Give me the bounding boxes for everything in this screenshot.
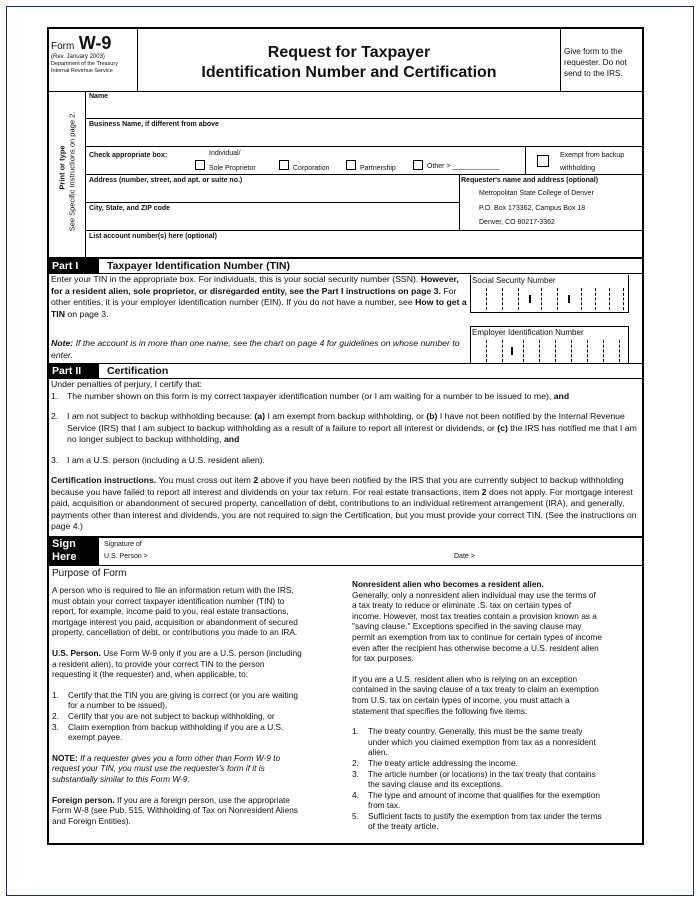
five-item-num-4: 4. [352, 789, 359, 800]
us-list-num-3: 3. [52, 721, 59, 732]
five-item-text-1: The treaty country. Generally, this must be the same treaty under which you claimed exemption from tax as a nonresident alien. [368, 726, 596, 758]
side-label [49, 91, 85, 257]
five-item-text-3: The article number (or locations) in the tax treaty that contains the saving clause and its exceptions. [368, 768, 596, 790]
cert-item-3-num: 3. [51, 455, 59, 465]
cert-instructions-text-2: above if you have been notified by the IRS that you are currently subject to backup withholding because you have failed to report all interest and dividends on your tax return. For real estate transactions, item [51, 475, 624, 497]
us-person-list [52, 690, 302, 743]
sole-proprietor-label: Sole Proprietor [209, 165, 256, 172]
requester-label: Requester's name and address (optional) [461, 177, 599, 184]
us-list-item-3 [52, 722, 302, 743]
cert-instructions-text-3: does not apply. For mortgage interest paid, acquisition or abandonment of secured property, cancellation of debt, contributions to an individual retirement arrangement (IRA), and generally, payments other than interest and dividends, you are not required to sign the Certification, but you must provide your correct TIN. (See the instructions on page 4.) [51, 486, 637, 531]
five-item-3 [352, 769, 602, 790]
department-label: Department of the Treasury [51, 61, 118, 67]
cert-item-2-num: 2. [51, 411, 59, 421]
title-line-2: Identification Number and Certification [201, 64, 497, 81]
tin-instruction-2: However, for a resident alien, sole proprietor, or disregarded entity, see the Part I instructions on page 3. [51, 274, 459, 296]
cert-item-2-text-d: the IRS has notified me that I am no longer subject to backup withholding, [67, 422, 637, 444]
signature-field[interactable] [174, 538, 444, 564]
form-number: W-9 [78, 33, 112, 53]
ssn-label: Social Security Number [472, 276, 556, 285]
ein-label: Employer Identification Number [472, 328, 584, 337]
revision-date: (Rev. January 2003) [51, 54, 105, 60]
cert-item-1-and: and [553, 391, 570, 401]
cert-item-3-text: I am a U.S. person (including a U.S. resident alien). [67, 455, 265, 465]
us-list-num-2: 2. [52, 710, 59, 721]
five-item-num-5: 5. [352, 810, 359, 821]
give-form-note: Give form to the requester. Do not send to the IRS. [564, 47, 627, 78]
us-person-label: U.S. Person > [104, 553, 148, 560]
ssn-box[interactable] [470, 275, 629, 313]
purpose-heading: Purpose of Form [52, 568, 127, 579]
foreign-person-paragraph [52, 795, 302, 827]
cert-item-2-marker-c: (c) [497, 422, 508, 433]
purpose-paragraph: A person who is required to file an information return with the IRS, must obtain your correct taxpayer identification number (TIN) to report, for example, income paid to you, real estate transactions, mortgage interest you paid, acquisition or abandonment of secured property, cancellation of debt, or contributions you made to an IRA. [52, 585, 298, 638]
sign-here-tag [49, 537, 99, 565]
requester-note [52, 753, 302, 785]
individual-label: Individual/ [209, 150, 241, 157]
see-instructions-label: See Specific Instructions on page 2. [67, 111, 77, 232]
city-state-zip-field[interactable] [86, 213, 458, 230]
five-item-4 [352, 790, 602, 811]
five-item-text-2: The treaty article addressing the income. [368, 757, 518, 768]
note-text: If the account is in more than one name, see the chart on page 4 for guidelines on whose number to enter. [51, 338, 460, 360]
cert-instructions-item-2: 2 [253, 475, 259, 485]
us-list-item-2 [52, 711, 302, 722]
other-checkbox[interactable] [413, 160, 423, 170]
account-number-field[interactable] [86, 241, 642, 257]
city-state-zip-label: City, State, and ZIP code [89, 205, 171, 212]
print-or-type-label: Print or type [57, 145, 67, 190]
other-label [427, 162, 499, 171]
name-label: Name [89, 93, 109, 100]
left-column [52, 585, 302, 826]
us-list-num-1: 1. [52, 689, 59, 700]
sign-word: Sign [52, 538, 76, 550]
account-number-label: List account number(s) here (optional) [89, 233, 217, 240]
five-item-text-5: Sufficient facts to justify the exemption from tax under the terms of the treaty article. [368, 810, 602, 832]
five-item-5 [352, 811, 602, 832]
us-list-item-1 [52, 690, 302, 711]
requester-line-3: Denver, CO 80217-3362 [479, 219, 555, 226]
partnership-label: Partnership [360, 165, 396, 172]
cert-item-2-text-a: I am not subject to backup withholding because: [67, 411, 252, 421]
part-2-title: Certification [107, 365, 169, 377]
cert-item-2 [51, 411, 639, 446]
requester-line-1: Metropolitan State College of Denver [479, 190, 594, 197]
five-item-text-4: The type and amount of income that qualifies for the exemption from tax. [368, 789, 600, 811]
part-1-tag: Part I [49, 259, 99, 273]
cert-item-2-marker-b: (b) [426, 411, 438, 421]
cert-item-1-num: 1. [51, 391, 59, 401]
tin-instruction-1: Enter your TIN in the appropriate box. For individuals, this is your social security number (SSN). [51, 274, 419, 284]
us-person-heading: U.S. Person. [52, 647, 101, 658]
how-to-get-tin: How to get a TIN [51, 297, 467, 319]
note-label: Note: [51, 338, 74, 348]
partnership-checkbox[interactable] [346, 160, 356, 170]
cert-item-2-text-c: I have not been notified by the Internal Revenue Service (IRS) that I am subject to backup withholding as a result of a failure to report all interest or dividends, or [67, 411, 625, 433]
other-input-line[interactable]: ____________ [452, 163, 500, 170]
sole-proprietor-checkbox[interactable] [195, 160, 205, 170]
five-item-2 [352, 758, 602, 769]
date-label: Date > [454, 553, 475, 560]
us-list-text-1: Certify that the TIN you are giving is correct (or you are waiting for a number to be issued), [68, 689, 298, 711]
us-list-text-3: Claim exemption from backup withholding if you are a U.S. exempt payee. [68, 721, 284, 743]
form-id-block [51, 33, 135, 89]
cert-item-1-text: The number shown on this form is my correct taxpayer identification number (or I am waiting for a number to be issued to me), [67, 391, 552, 401]
part-1-note [51, 338, 469, 361]
foreign-person-heading: Foreign person. [52, 794, 115, 805]
exempt-checkbox[interactable] [537, 155, 549, 167]
irs-label: Internal Revenue Service [51, 68, 113, 74]
five-item-num-1: 1. [352, 726, 359, 737]
five-items-list [352, 726, 602, 832]
corporation-checkbox[interactable] [279, 160, 289, 170]
us-list-text-2: Certify that you are not subject to backup withholding, or [68, 710, 275, 721]
right-column [352, 579, 602, 832]
business-name-label: Business Name, if different from above [89, 121, 219, 128]
us-person-text: Use Form W-9 only if you are a U.S. person (including a resident alien), to provide your correct TIN to the person requesting it (the requester) and, when applicable, to: [52, 647, 302, 680]
perjury-intro: Under penalties of perjury, I certify that: [51, 379, 202, 389]
us-person-paragraph [52, 648, 302, 680]
cert-item-2-text-b: I am exempt from backup withholding, or [267, 411, 424, 421]
business-name-field[interactable] [86, 129, 642, 146]
cert-item-2-and: and [223, 434, 240, 444]
cert-instructions-item-2b: 2 [481, 486, 487, 497]
part-2-tag: Part II [49, 364, 99, 378]
cert-instructions-label: Certification instructions. [51, 475, 157, 485]
exempt-label: Exempt from backup withholding [560, 152, 625, 172]
other-text: Other > [427, 163, 451, 170]
requester-note-label: NOTE: [52, 752, 78, 763]
requester-line-2: P.O. Box 173362, Campus Box 18 [479, 205, 586, 212]
w9-form [47, 27, 644, 845]
tin-instruction-5: on page 3. [67, 308, 109, 319]
foreign-person-text: If you are a foreign person, use the appropriate Form W-8 (see Pub. 515, Withholding of Tax on Nonresident Aliens and Foreign Entities). [52, 794, 298, 826]
name-field[interactable] [86, 100, 642, 117]
ein-box[interactable] [470, 326, 629, 364]
certification-instructions [51, 475, 639, 533]
document-page [6, 6, 694, 896]
cert-item-3 [51, 455, 639, 467]
five-item-num-3: 3. [352, 768, 359, 779]
cert-item-2-marker-a: (a) [254, 411, 266, 421]
nonresident-paragraph: Generally, only a nonresident alien individual may use the terms of a tax treaty to reduce or eliminate .S. tax on certain types of income. However, most tax treaties contain a provision known as a "saving clause." Exceptions specified in the saving clause may permit an exemption from tax to continue for certain types of income even after the recipient has otherwise become a U.S. resident alien for tax purposes. [352, 589, 602, 664]
address-field[interactable] [86, 185, 458, 202]
form-title [138, 43, 560, 83]
requester-note-text: If a requester gives you a form other than Form W-9 to request your TIN, you must use the requester's form if it is substantially similar to this Form W-9. [52, 752, 281, 784]
nonresident-heading: Nonresident alien who becomes a resident alien. [352, 579, 544, 589]
address-label: Address (number, street, and apt. or suite no.) [89, 177, 243, 184]
cert-instructions-text-1: You must cross out item [158, 475, 251, 485]
tin-instruction-3: For other entities, it is your employer identification number (EIN). If you do not have a number, see [51, 285, 457, 307]
part-1-title: Taxpayer Identification Number (TIN) [107, 260, 290, 272]
cert-item-1 [51, 391, 639, 403]
part-1-instructions [51, 274, 469, 320]
five-item-1 [352, 726, 602, 758]
signature-label: Signature of [104, 541, 142, 548]
form-word: Form [51, 41, 75, 52]
date-field[interactable] [489, 538, 639, 564]
here-word: Here [52, 551, 77, 563]
resident-alien-paragraph: If you are a U.S. resident alien who is relying on an exception contained in the saving clause of a tax treaty to claim an exemption from U.S. tax on certain types of income, you must attach a statement that specifies the following five items: [352, 673, 599, 716]
corporation-label: Corporation [293, 165, 330, 172]
check-box-label: Check appropriate box: [89, 152, 168, 159]
title-line-1: Request for Taxpayer [267, 44, 431, 61]
five-item-num-2: 2. [352, 757, 359, 768]
